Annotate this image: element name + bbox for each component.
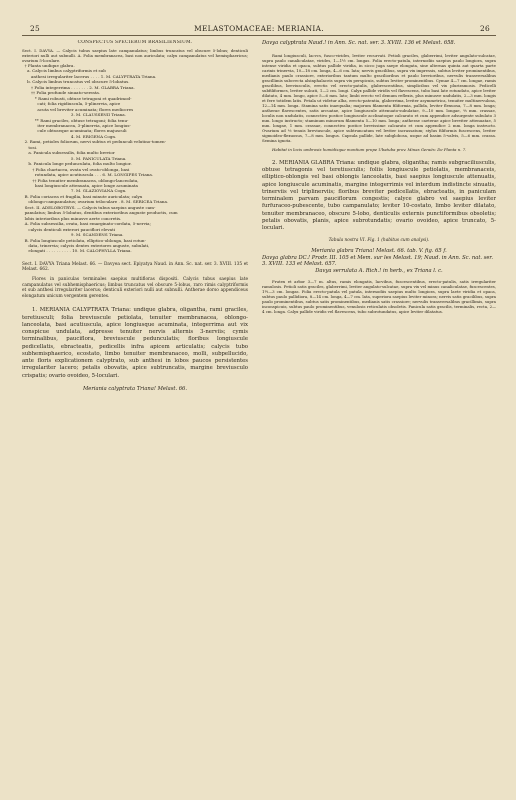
two-column-body — [22, 40, 496, 782]
running-title: MELASTOMACEAE: MERIANIA. — [194, 24, 324, 33]
species-1-habitat: Habitat in locis umbrosis humidisque montium prope Ubatuba prov. Minas Geraës: De Planta n. 7. — [272, 146, 467, 152]
species-key — [22, 63, 248, 254]
key-line: calycis denticuli exterori pauciflori elevati — [22, 226, 115, 232]
key-line: a. Panicula subsessilis, folia multo brevior — [22, 150, 115, 156]
key-line: rotundata, apice acutiuscula . . . 6. M. LONGIPES Triana. — [22, 172, 154, 178]
key-line: 3. M. CLAUSSENII Triana. — [22, 112, 126, 118]
key-line: elongati . . . . . . . . . . 10. M. CALOPHYLLA Triana. — [22, 248, 132, 254]
key-line: 4. M. ERIGENA Cogn. — [22, 133, 117, 139]
key-line: * Rami robusti, obtuse tetragoni et quadrimod- — [22, 95, 132, 101]
key-line: b. Calycis limbus truncatus vel obscure 5-lobatus. — [22, 79, 130, 85]
species-2-diagnosis: 2. MERIANIA GLABRA Triana: undique glabra, oligantha; ramis subgraciliusculis, obtuse tetragonis vel teretiusculis; foliis longiuscule petiolatis, membranaceis, elliptico-oblongis vel basi oblongis lanceolatis, basi saepius longiuscule attenuatis, apice longiuscule acuminatis, margine integerrimis vel interdum indistincte sinuatis, trinerviis vel triplinerviis; floribus breviter pedicellatis, ebracteatis, in paniculam terminalem parvam pauciflorum congestis; calyce glabro vel saepius leviter furfuraceo-pubescente, tubo campanulato; leviter 10-costato, limbo leviter dilatato, tenuiter membranaceo, obscure 5-lobo, denticulis externis punctiformibus obsoletis; petalis obovatis, planis, apice subrotundatis; ovario ovoideo, apice truncato, 5-loculari. — [262, 159, 496, 232]
right-column — [262, 40, 496, 782]
key-line: 9. M. SCANDENS Triana. — [22, 232, 124, 238]
key-line: lobis interioribus plus minusve aerte concretis. — [22, 215, 122, 221]
key-line: ** Rami graciles, obtuse tetragoni; folia tenu- — [22, 117, 129, 123]
key-line: † Planta undique glabra. — [22, 63, 75, 68]
key-line: B. Folia longiuscule petiolata, elliptico-oblonga, basi rotun- — [22, 237, 146, 243]
key-line: anthesi irregulariter lacerus . . . . 1. M. CALYPTRATA Triana. — [22, 73, 157, 79]
key-line: A. Folia subsessilia, ovata, basi emarginato-cordata, 5-nervia; — [22, 221, 151, 227]
page-number-right: 26 — [479, 24, 490, 33]
key-line: acuta vel breviter acuminata; flores mediocres — [22, 106, 134, 112]
key-line: a. Calycis limbus calyptriformis et sub — [22, 68, 106, 74]
key-line: Sect. II. ADELOBOTRYS. — Calycis tubus saepius anguste cam- — [22, 204, 156, 210]
key-line: †† Folia tenuiter membranacea, oblongo-lanceolata, — [22, 177, 139, 183]
key-line: iter membranacea, 3-plinervia, apice longius- — [22, 122, 131, 128]
species-2-citation-c: Davya serrulata A. Rich.! in herb., ex Triana l. c. — [315, 268, 443, 275]
key-line: panulatus; limbus 5-lobatus, dentibus exterioribus anguste productis, cum — [22, 210, 178, 216]
section-description: Flores in paniculas terminales saepius multifloras dispositi. Calycis tubus saepius late campanulatus vel subhemisphaericus; limbus truncatus vel obscure 5-lobus, raro rimis calyptriformis et sub anthesi irregulariter lacerus; denticuli exteriori nulli aut subnulli. Antherae dorso appendiceus elongatum unicum vergentem gerentes. — [22, 277, 248, 299]
species-1-diagnosis: 1. MERIANIA CALYPTRATA Triana: undique glabra, oligantha, rami graciles, teretiusculi; folia breviuscule petiolata, tenuiter membranacea, oblongo-lanceolata, basi acutiuscula, apice longiusque acuminata, integerrima aut vix conspicue undulata, adpresse tenuiter nervis alternis 3-nerviis; cymis terminalibus, pauciflora, breviuscule pedunculatis; floribus longiuscule pedicellatis, ebracteatis, pedicellis infra apicem articulatis; calycis tubo subhemisphaerico, ecostato, limbo tenuiter membranaceo, molli, subpellucido, ante floris explicationem calyptrato, sub anthesi in lobos paucos persistentes irregulariter lacero; petalis obovatis, apice subtruncatis, margine breviusculo crispatis; ovario ovoideo, 5-loculari. — [22, 307, 248, 379]
key-line: cati; folia rigidiuscula, 5-plinervia, apice — [22, 101, 121, 107]
species-1-citation: Meriania calyptrata Triana! Melast. 66. — [82, 385, 188, 392]
species-2-description: Frutex et arbor 3—7 m. altus, ramis elongatis, lacvibus, fuscescentibus, erecto-patulis, satis irregulariter ramulosis. Petioli satis graciles, glaberrimi, leviter angulato-sulcatae, supra vix vel minus canaliculatae, fuscescentes, 1½—3 cm. longas. Folia erecto-patula vel patula, internodiis saepius multo longiora, supra laete viridia et opaca, subtus paulo pallidiora, 8—14 cm. longa, 4—7 cm. lata, superiora saepius leviter minora; nervis satis gracilibus, supra paulo prominentibus, subtus satis prominentibus, medianis satis crassiore; nervulis transversalibus gracillimis, supra inconspicuis, subtus paulo prominentibus, venulosis reticulatis obsoletis. Panicula satis gracilis, terminalis, recta, 2—4 cm. longa. Calyx pallide viridis vel flavescens, tubo subrotundatus, apice leviter dilatatus. — [262, 279, 496, 315]
key-line: 7. M. GLAZIOVIANA Cogn. — [22, 188, 127, 194]
key-title: CONSPECTUS SPECIERUM BRASILIENSIUM. — [77, 40, 193, 45]
key-line: data, trinervia; calycis dentes exteriores anguste, subulati, — [22, 242, 150, 248]
plate-reference: Tabula nostra VI. Fig. 1 (habitus cum analysi). — [328, 238, 430, 244]
running-header — [22, 24, 496, 38]
left-column — [22, 40, 248, 782]
page-number-left: 25 — [30, 24, 41, 33]
key-line: 2. Rami, petioles foliorum, nervi subtus et pedunculi velutino-tomen- — [22, 139, 166, 145]
key-line: b. Panicula longe pedunculata, folia multo longior. — [22, 161, 132, 167]
document-page — [22, 24, 496, 782]
key-line: B. Folia coriacea et fragilia, basi minute auriculata; calyx — [22, 193, 143, 199]
key-line: 5. M. PANICULATA Triana. — [22, 155, 127, 161]
key-line: oblongo-campanulatus; ovarium triloculare . 8. M. SERICEA Triana. — [22, 199, 169, 205]
section-heading: Sect. I. DAVYA Triana Melast. 66. — Davyea sect. Epiyatya Naud. in Ann. Sc. nat. ser. 3. XVIII. 135 et Melast. 662. — [22, 261, 248, 273]
key-intro: Sect. I. DAVYA. — Calycis tubus saepius late campanulatus; limbus truncatus vel obscure 5-lobus; denticuli exteriori nulli aut subnulli. A. Folia membranacea, basi non auriculata; calyx campanulatus vel hemisphaericus; ovarium 5-loculare. — [22, 48, 248, 63]
key-line: † Folia integerrima . . . . . . . 2. M. GLABRA Triana. — [22, 84, 135, 90]
species-2-citation-a: Meriania glabra Triana! Melast. 66. tab. V. fig. 65 f. — [311, 247, 447, 254]
key-line: tosi. — [22, 144, 38, 150]
key-line: basi longiuscule attenuata, apice longe acuminata — [22, 182, 138, 188]
species-2-citation-b: Davya glabra DC.! Prodr. III. 105 et Mem. sur les Melast. 19; Naud. in Ann. Sc. nat. ser. 3. XVIII. 133 et Melast. 657. — [262, 254, 493, 268]
species-1-description: Rami longiusculi, lacvcs, fusco-virides, leviter recurvati. Petioli graciles, glaberrimi, leviter angulato-sulcatae, supra paulo canaliculatae, virides, 1—1½ cm. longas. Folia erecto-patula, internodiis saepius paulo longiora, supra intense viridia et opaca, subtus pallide viridia, in sicco juga saepe elongata, sine alternas quinta aut quarta parte carinis trinervia, 10—18 cm. longa, 4—6 cm. lata; nervis gracilibus, supra vix impressis, subtus leviter prominentibus, medianis paulo crassiore, exterioribus tantum multo gracilioribus et paulo brevioribus, nervulis transversalibus gracillimis subcrecta alsinphalaceis supra vix perspicuis, subtus leviter prominentibus. Cymae 4—7 cm. longae, ramis gracilibus, breviusculis, erectis vel erecto-patulis, glabrescentibus, simplicibus vel vix pluriramosis. Pedicelli subfiliformes, leviter sulcati, 1—2 cm. longi. Calyx pallide viridis vel flavescens, tubo basi late rotundato, apice leviter dilatato, 4 mm. longo, apice 5—6 mm. lato; limbi erecto vel demum reflexis, plus minusve undulatis, 2—3 mm. longis et fere totidem latis. Petala ut videtur alba, erecto-patentia, glaberrima, leviter asymmetrica, tenuiter multinervulosa, 12—14 mm. longa. Stamina satis inaequalia; majorum filamenta filiformia, pallida, leviter flexuosa, 7—8 mm. longa; antherae flavescentes, satis arcuatae, apice longiuscule attenuato-subulatae, 9—10 mm. longae, ⅔ mm. crassae, loculis non undulatis, connectivo postice longiuscule acclinatoque calcarato et cum appendice adsurgente subulato 3 mm. longo instructo; staminum minorum filamenta 5—10 mm. longa; antherae caeterae apice breviter attenuatae, 5 mm. longae, 1 mm. crassae, connectivo postice brevissime calcarato et cum appendice 2 mm. longa instructo. Ovarium ad ⅔ tenuis breviuscule, apice subtruncatum vel leviter incrassatum; stylus filiformis fuscescens, leviter sigmoideo-flexuosus, 7—8 mm. longus. Capsula pallide, late subglobosa, usque ad basim 5-valvis, 5—6 mm. crassa. Semina ignota. — [262, 52, 496, 143]
key-line: cule obtuseque acuminata; flores majusculi — [22, 128, 127, 134]
key-line: †† Folia profunde sinuato-serrata. — [22, 90, 101, 96]
species-1-synonym-citation: Davya calyptrata Naud.! in Ann. Sc. nat. ser. 3. XVIII. 136 et Melast. 658. — [262, 40, 456, 46]
header-rule — [22, 35, 496, 36]
key-line: † Folia chartacea, ovata vel ovato-oblonga, basi — [22, 166, 130, 172]
